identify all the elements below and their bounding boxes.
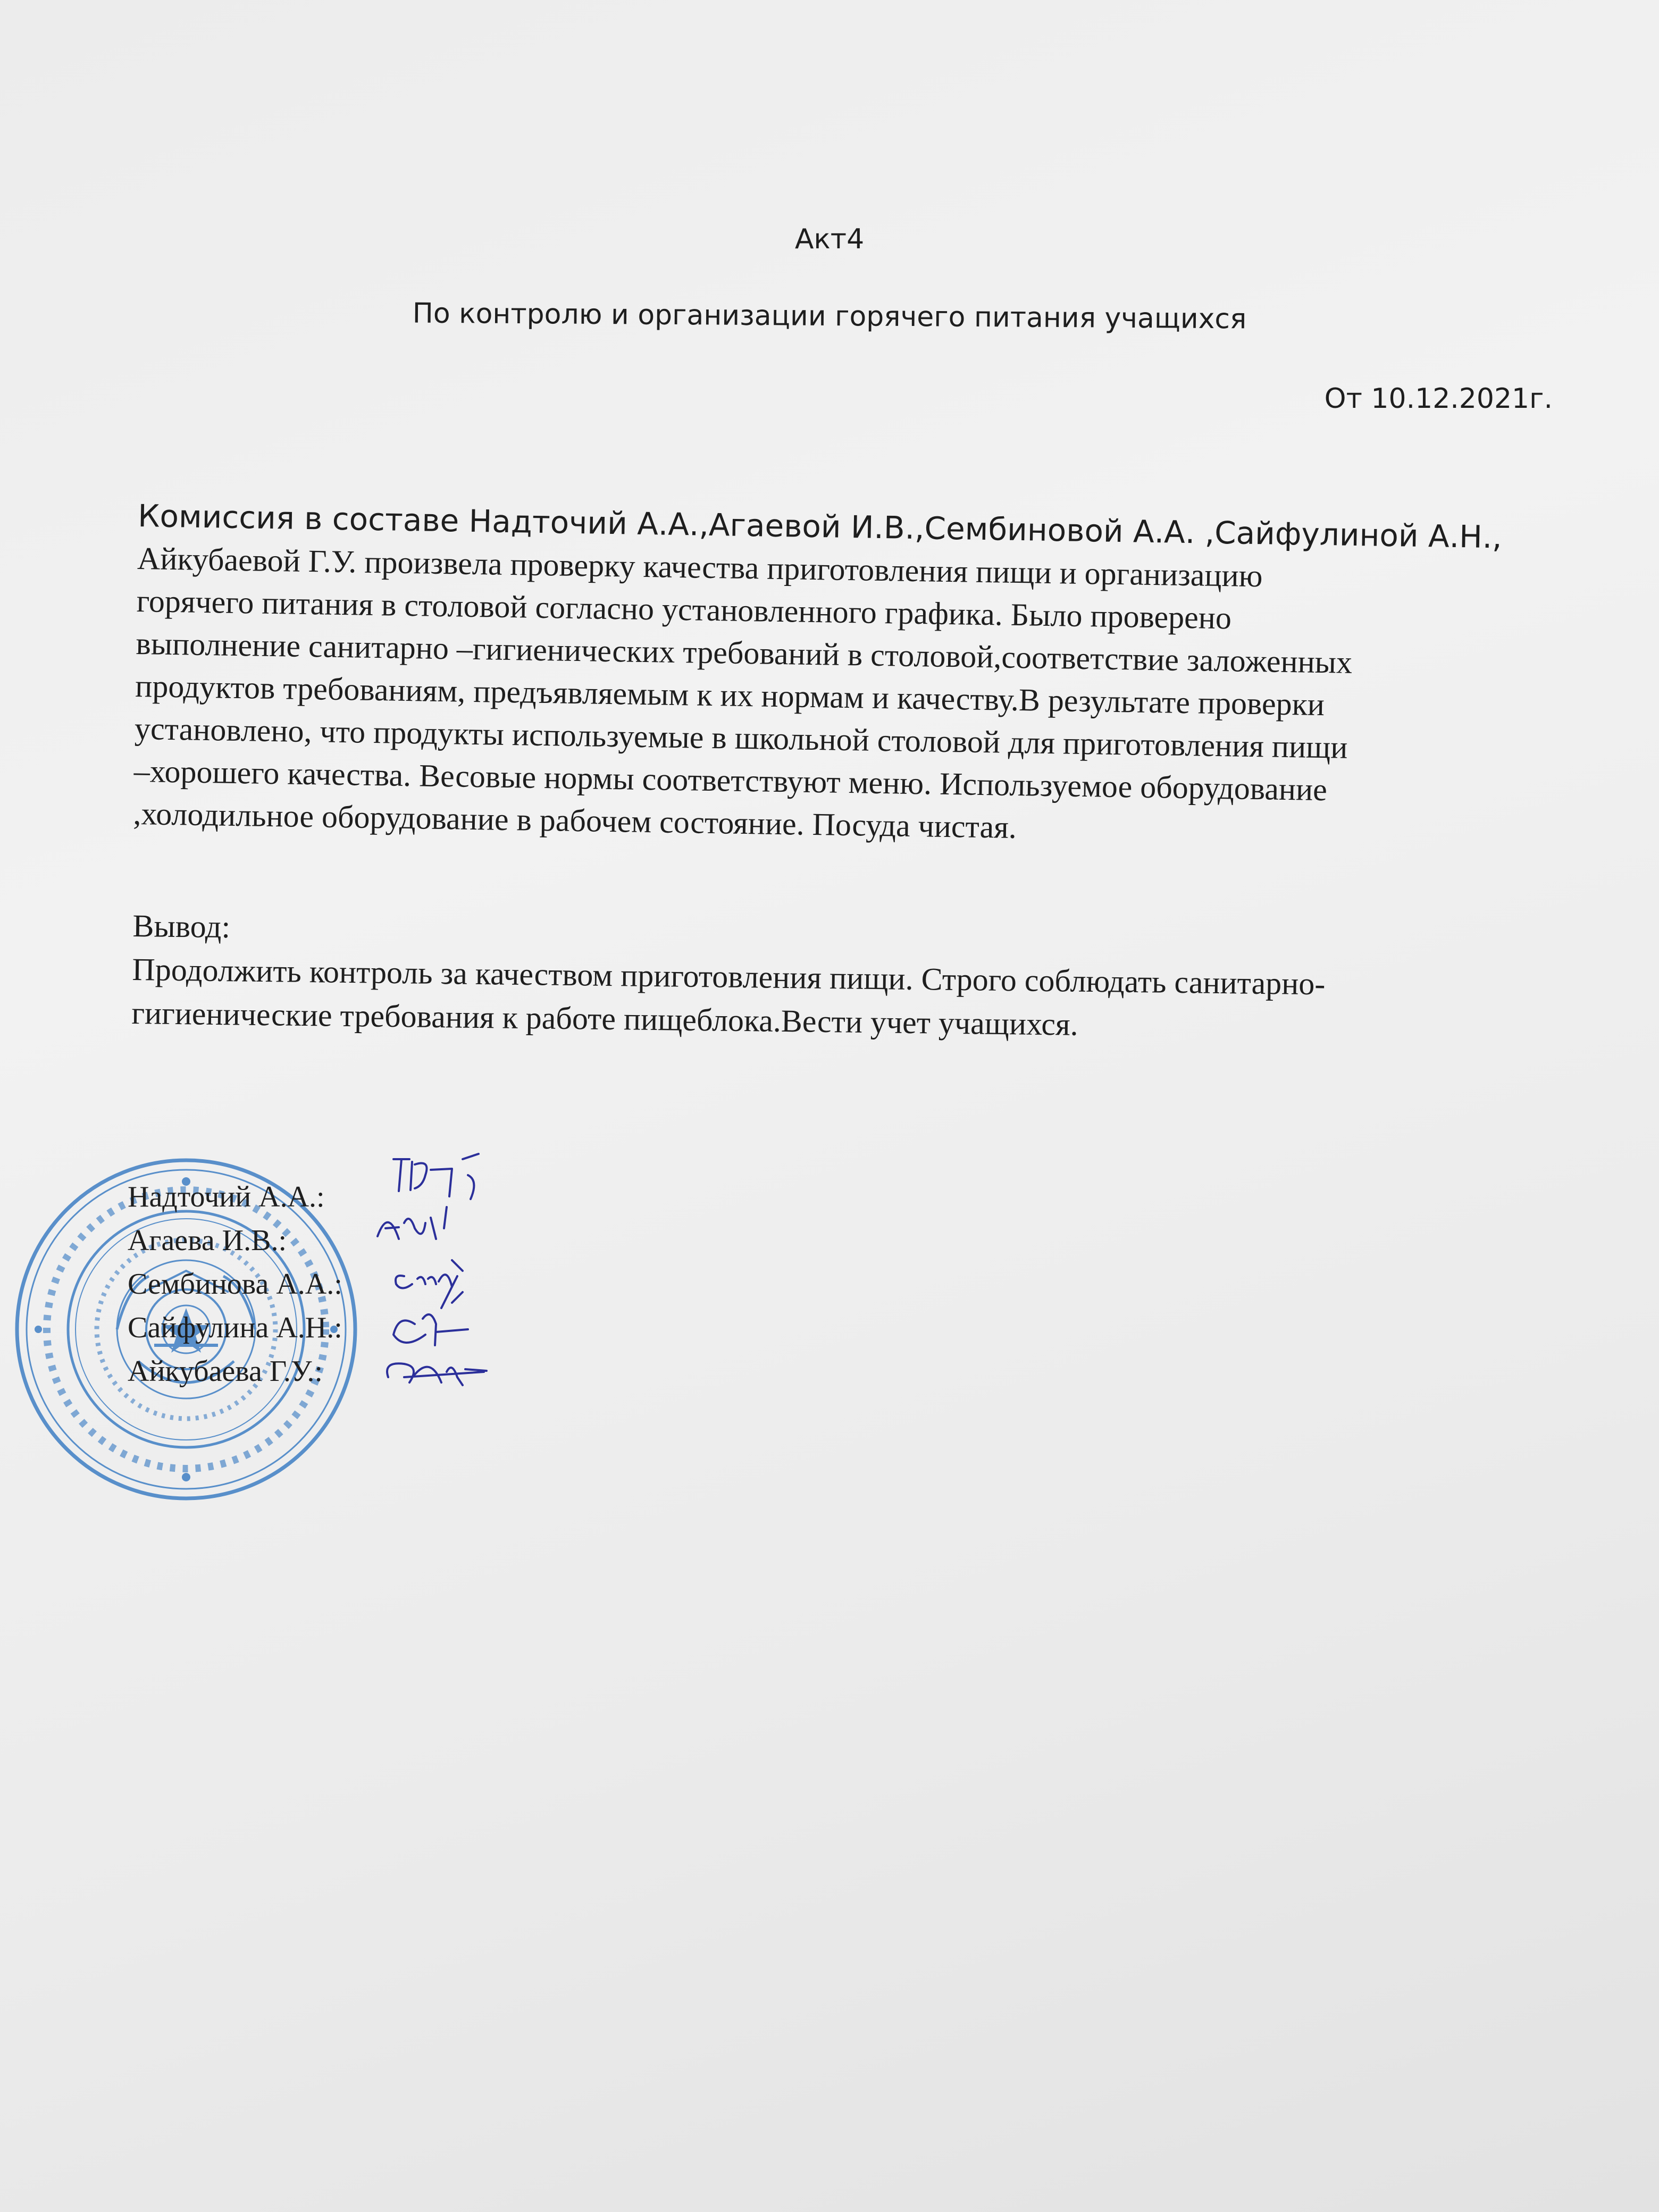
body-line: выполнение санитарно –гигиенических требований в столовой,соответствие заложенных: [136, 625, 1353, 680]
conclusion-label: Вывод:: [132, 908, 231, 945]
document-subtitle: По контролю и организации горячего питания учащихся: [412, 297, 1247, 336]
body-line: установлено, что продукты используемые в школьной столовой для приготовления пищи: [134, 710, 1348, 765]
handwritten-signatures: [372, 1149, 542, 1404]
body-line: горячего питания в столовой согласно установленного графика. Было проверено: [136, 583, 1232, 636]
body-paragraph: [133, 495, 1542, 857]
body-line: ,холодильное оборудование в рабочем состояние. Посуда чистая.: [133, 795, 1017, 845]
signature-line-sembinova: Сембинова А.А.:: [128, 1268, 342, 1301]
signature-block: [128, 1175, 342, 1393]
conclusion-line: гигиенические требования к работе пищеблока.Вести учет учащихся.: [131, 995, 1079, 1042]
signature-line-agaeva: Агаева И.В.:: [128, 1224, 287, 1257]
signature-line-sayfulina: Сайфулина А.Н.:: [128, 1311, 342, 1344]
body-line: –хорошего качества. Весовые нормы соответствуют меню. Используемое оборудование: [133, 753, 1328, 808]
signature-line-aykubaeva: Айкубаева Г.У.:: [128, 1355, 323, 1388]
body-line: продуктов требованиям, предъявляемым к их нормам и качеству.В результате проверки: [135, 668, 1325, 723]
body-line: Айкубаевой Г.У. произвела проверку качества приготовления пищи и организацию: [137, 540, 1263, 594]
document-date: От 10.12.2021г.: [1324, 383, 1553, 415]
signature-line-nadtochiy: Надточий А.А.:: [128, 1180, 325, 1213]
body-line: Комиссия в составе Надточий А.А.,Агаевой И.В.,Сембиновой А.А. ,Сайфулиной А.Н.,: [137, 497, 1503, 556]
conclusion-section: [131, 904, 1542, 1052]
conclusion-line: Продолжить контроль за качеством приготовления пищи. Строго соблюдать санитарно-: [132, 951, 1326, 1002]
document-title: Акт4: [794, 223, 865, 255]
